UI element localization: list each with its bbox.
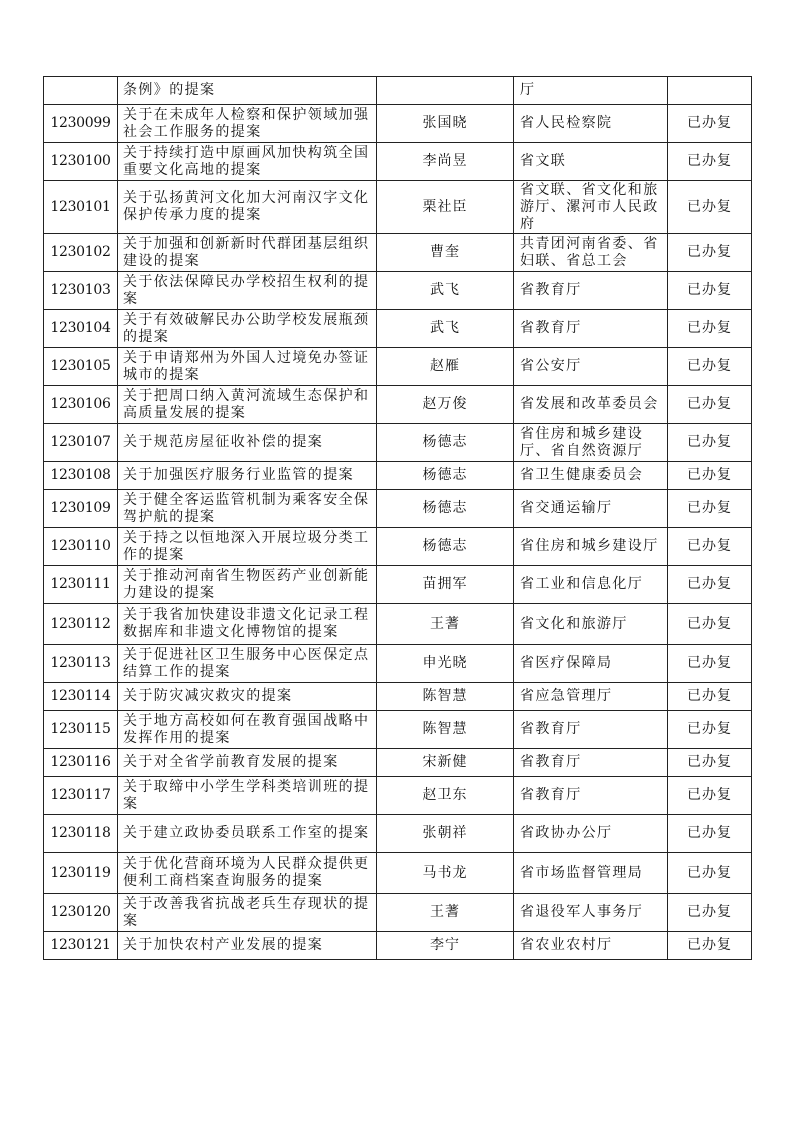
proposal-title-cell: 关于推动河南省生物医药产业创新能力建设的提案 — [118, 566, 377, 604]
proposal-number-cell: 1230099 — [44, 105, 118, 143]
table-row — [44, 105, 752, 143]
proposal-number-cell: 1230106 — [44, 386, 118, 424]
handling-unit-cell: 省住房和城乡建设厅 — [514, 528, 668, 566]
table-row — [44, 815, 752, 853]
proposal-title-cell: 关于改善我省抗战老兵生存现状的提案 — [118, 894, 377, 932]
proposal-number-cell: 1230104 — [44, 310, 118, 348]
table-row — [44, 777, 752, 815]
proposal-number-cell — [44, 77, 118, 105]
table-row — [44, 528, 752, 566]
proposer-cell: 张朝祥 — [377, 815, 514, 853]
proposal-title-cell: 关于把周口纳入黄河流域生态保护和高质量发展的提案 — [118, 386, 377, 424]
table-row — [44, 853, 752, 894]
handling-unit-cell: 省教育厅 — [514, 310, 668, 348]
proposal-number-cell: 1230116 — [44, 749, 118, 777]
table-row — [44, 386, 752, 424]
proposal-title-cell: 关于加强医疗服务行业监管的提案 — [118, 462, 377, 490]
status-cell: 已办复 — [668, 853, 752, 894]
status-cell: 已办复 — [668, 894, 752, 932]
table-row — [44, 462, 752, 490]
handling-unit-cell: 省发展和改革委员会 — [514, 386, 668, 424]
table-row — [44, 181, 752, 234]
proposal-table — [43, 76, 752, 960]
proposer-cell: 栗社臣 — [377, 181, 514, 234]
status-cell: 已办复 — [668, 490, 752, 528]
handling-unit-cell: 共青团河南省委、省妇联、省总工会 — [514, 234, 668, 272]
table-row — [44, 310, 752, 348]
proposal-number-cell: 1230102 — [44, 234, 118, 272]
proposer-cell: 李尚昱 — [377, 143, 514, 181]
handling-unit-cell: 省应急管理厅 — [514, 683, 668, 711]
proposer-cell — [377, 77, 514, 105]
proposal-number-cell: 1230121 — [44, 932, 118, 960]
status-cell: 已办复 — [668, 386, 752, 424]
handling-unit-cell: 省农业农村厅 — [514, 932, 668, 960]
table-row — [44, 143, 752, 181]
status-cell: 已办复 — [668, 528, 752, 566]
table-row — [44, 894, 752, 932]
proposer-cell: 张国晓 — [377, 105, 514, 143]
table-row — [44, 645, 752, 683]
table-row — [44, 604, 752, 645]
table-row — [44, 749, 752, 777]
status-cell: 已办复 — [668, 777, 752, 815]
table-row — [44, 424, 752, 462]
proposer-cell: 李宁 — [377, 932, 514, 960]
status-cell: 已办复 — [668, 932, 752, 960]
proposer-cell: 苗拥军 — [377, 566, 514, 604]
proposal-title-cell: 关于地方高校如何在教育强国战略中发挥作用的提案 — [118, 711, 377, 749]
status-cell: 已办复 — [668, 143, 752, 181]
proposal-title-cell: 关于持续打造中原画风加快构筑全国重要文化高地的提案 — [118, 143, 377, 181]
proposal-number-cell: 1230113 — [44, 645, 118, 683]
status-cell: 已办复 — [668, 272, 752, 310]
proposal-number-cell: 1230103 — [44, 272, 118, 310]
proposal-title-cell: 关于依法保障民办学校招生权利的提案 — [118, 272, 377, 310]
table-row — [44, 932, 752, 960]
handling-unit-cell: 省文联、省文化和旅游厅、漯河市人民政府 — [514, 181, 668, 234]
proposal-number-cell: 1230111 — [44, 566, 118, 604]
handling-unit-cell: 省工业和信息化厅 — [514, 566, 668, 604]
proposal-number-cell: 1230112 — [44, 604, 118, 645]
handling-unit-cell: 省交通运输厅 — [514, 490, 668, 528]
table-row — [44, 77, 752, 105]
proposal-number-cell: 1230110 — [44, 528, 118, 566]
status-cell: 已办复 — [668, 462, 752, 490]
proposer-cell: 申光晓 — [377, 645, 514, 683]
handling-unit-cell: 省教育厅 — [514, 777, 668, 815]
proposal-number-cell: 1230108 — [44, 462, 118, 490]
status-cell: 已办复 — [668, 566, 752, 604]
proposal-number-cell: 1230107 — [44, 424, 118, 462]
status-cell: 已办复 — [668, 711, 752, 749]
proposer-cell: 武飞 — [377, 310, 514, 348]
table-row — [44, 348, 752, 386]
proposer-cell: 陈智慧 — [377, 683, 514, 711]
status-cell: 已办复 — [668, 234, 752, 272]
proposer-cell: 杨德志 — [377, 424, 514, 462]
proposal-title-cell: 关于对全省学前教育发展的提案 — [118, 749, 377, 777]
proposal-title-cell: 关于防灾减灾救灾的提案 — [118, 683, 377, 711]
proposal-title-cell: 关于持之以恒地深入开展垃圾分类工作的提案 — [118, 528, 377, 566]
table-row — [44, 711, 752, 749]
proposal-number-cell: 1230100 — [44, 143, 118, 181]
proposer-cell: 马书龙 — [377, 853, 514, 894]
handling-unit-cell: 省政协办公厅 — [514, 815, 668, 853]
proposal-number-cell: 1230114 — [44, 683, 118, 711]
handling-unit-cell: 省市场监督管理局 — [514, 853, 668, 894]
proposal-title-cell: 关于加强和创新新时代群团基层组织建设的提案 — [118, 234, 377, 272]
handling-unit-cell: 省公安厅 — [514, 348, 668, 386]
proposer-cell: 赵万俊 — [377, 386, 514, 424]
proposal-number-cell: 1230105 — [44, 348, 118, 386]
table-body — [44, 77, 752, 960]
handling-unit-cell: 省教育厅 — [514, 272, 668, 310]
table-row — [44, 683, 752, 711]
proposal-number-cell: 1230120 — [44, 894, 118, 932]
status-cell: 已办复 — [668, 645, 752, 683]
proposal-title-cell: 关于建立政协委员联系工作室的提案 — [118, 815, 377, 853]
proposal-title-cell: 关于有效破解民办公助学校发展瓶颈的提案 — [118, 310, 377, 348]
status-cell: 已办复 — [668, 749, 752, 777]
proposer-cell: 王蓍 — [377, 604, 514, 645]
proposal-title-cell: 关于在未成年人检察和保护领域加强社会工作服务的提案 — [118, 105, 377, 143]
status-cell: 已办复 — [668, 815, 752, 853]
handling-unit-cell: 省人民检察院 — [514, 105, 668, 143]
proposal-number-cell: 1230115 — [44, 711, 118, 749]
proposal-title-cell: 关于取缔中小学生学科类培训班的提案 — [118, 777, 377, 815]
status-cell — [668, 77, 752, 105]
proposer-cell: 陈智慧 — [377, 711, 514, 749]
handling-unit-cell: 省医疗保障局 — [514, 645, 668, 683]
status-cell: 已办复 — [668, 181, 752, 234]
handling-unit-cell: 省退役军人事务厅 — [514, 894, 668, 932]
handling-unit-cell: 省卫生健康委员会 — [514, 462, 668, 490]
proposal-number-cell: 1230118 — [44, 815, 118, 853]
proposal-number-cell: 1230119 — [44, 853, 118, 894]
proposal-title-cell: 关于促进社区卫生服务中心医保定点结算工作的提案 — [118, 645, 377, 683]
proposer-cell: 赵雁 — [377, 348, 514, 386]
proposer-cell: 曹奎 — [377, 234, 514, 272]
status-cell: 已办复 — [668, 604, 752, 645]
proposal-title-cell: 条例》的提案 — [118, 77, 377, 105]
handling-unit-cell: 省文化和旅游厅 — [514, 604, 668, 645]
table-row — [44, 566, 752, 604]
handling-unit-cell: 省住房和城乡建设厅、省自然资源厅 — [514, 424, 668, 462]
proposal-title-cell: 关于健全客运监管机制为乘客安全保驾护航的提案 — [118, 490, 377, 528]
table-row — [44, 272, 752, 310]
proposer-cell: 宋新健 — [377, 749, 514, 777]
handling-unit-cell: 省教育厅 — [514, 711, 668, 749]
status-cell: 已办复 — [668, 105, 752, 143]
proposal-number-cell: 1230109 — [44, 490, 118, 528]
proposer-cell: 赵卫东 — [377, 777, 514, 815]
proposal-title-cell: 关于加快农村产业发展的提案 — [118, 932, 377, 960]
proposer-cell: 武飞 — [377, 272, 514, 310]
proposer-cell: 杨德志 — [377, 462, 514, 490]
proposer-cell: 杨德志 — [377, 490, 514, 528]
proposal-title-cell: 关于我省加快建设非遗文化记录工程数据库和非遗文化博物馆的提案 — [118, 604, 377, 645]
handling-unit-cell: 省文联 — [514, 143, 668, 181]
table-row — [44, 234, 752, 272]
proposal-title-cell: 关于规范房屋征收补偿的提案 — [118, 424, 377, 462]
proposal-title-cell: 关于优化营商环境为人民群众提供更便利工商档案查询服务的提案 — [118, 853, 377, 894]
proposal-title-cell: 关于弘扬黄河文化加大河南汉字文化保护传承力度的提案 — [118, 181, 377, 234]
proposal-number-cell: 1230117 — [44, 777, 118, 815]
status-cell: 已办复 — [668, 424, 752, 462]
proposal-title-cell: 关于申请郑州为外国人过境免办签证城市的提案 — [118, 348, 377, 386]
status-cell: 已办复 — [668, 683, 752, 711]
status-cell: 已办复 — [668, 348, 752, 386]
proposal-number-cell: 1230101 — [44, 181, 118, 234]
table-row — [44, 490, 752, 528]
proposer-cell: 王蓍 — [377, 894, 514, 932]
handling-unit-cell: 省教育厅 — [514, 749, 668, 777]
proposer-cell: 杨德志 — [377, 528, 514, 566]
handling-unit-cell: 厅 — [514, 77, 668, 105]
status-cell: 已办复 — [668, 310, 752, 348]
